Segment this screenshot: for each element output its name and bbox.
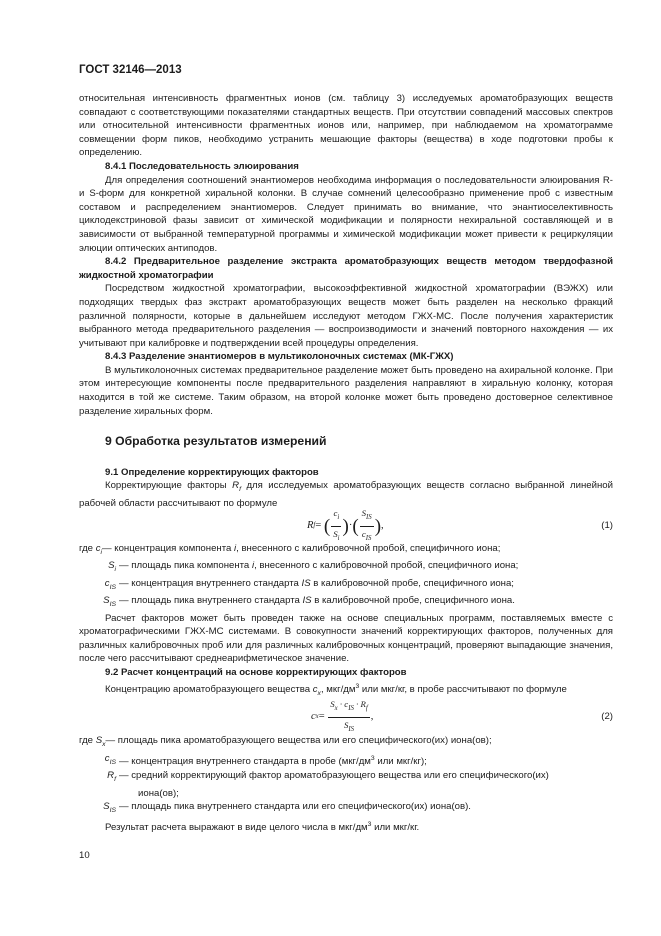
- definition-row: $R_f$ — средний корректирующий фактор ароматобразующего вещества или его специфического(их): [107, 770, 549, 784]
- section-8-4-1-text: Для определения соотношений энантиомеров необходима информация о последовательности элюирования R- и S-форм для конкретной хиральной колонки. В случае сомнений целесообразно применение проб с известным составом и распределением энантиомеров. Следует принимать во внимание, что энантиоселективность циклодекстриновой фазы зависит от химической модификации и полярности нехиральной составляющей и в зависимости от выбранной температурной программы и химической модификации может привести к рециркуляции элюции оптических антиподов.: [79, 174, 613, 254]
- document-header: ГОСТ 32146—2013: [79, 64, 182, 76]
- formula-1: [79, 508, 613, 542]
- formula-1-number: (1): [601, 519, 613, 531]
- formula-2: [79, 700, 613, 734]
- definition-continuation: иона(ов);: [138, 787, 179, 799]
- section-9-1-intro: Корректирующие факторы $R_f$ для исследуемых ароматобразующих веществ согласно выбранной линейной рабочей области рассчитывают по формуле: [79, 480, 613, 509]
- section-9-title: 9 Обработка результатов измерений: [105, 434, 327, 449]
- formula-2-number: (2): [601, 711, 613, 723]
- section-8-4-3-title: 8.4.3 Разделение энантиомеров в мультиколоночных системах (МК-ГЖХ): [105, 351, 454, 363]
- section-9-1-after: Расчет факторов может быть проведен также на основе специальных программ, поставляемых вместе с хроматографическими ГЖХ-МС системами. В совокупности значений корректирующих факторов, полученных для различных калибровочных проб или для различных калибровочных концентраций, проверяют выпадающие значения, после чего рассчитывают среднеарифметическое значение.: [79, 612, 613, 665]
- definition-row: где $S_x$ — площадь пика ароматобразующего вещества или его специфического(их) иона(ов);: [79, 735, 492, 749]
- formula-2-expression: c x = $\frac{S_x \cdot c_{IS} \cdot R_f}{S_{IS}}$ ,: [311, 699, 374, 733]
- document-body: [79, 92, 613, 835]
- formula-2-definitions: [79, 734, 613, 818]
- paragraph-continuation: относительная интенсивность фрагментных ионов (см. таблицу 3) исследуемых ароматобразующих веществ совпадают с соответствующими показателями стандартных веществ. При отсутствии совпадений массовых спектров или относительной интенсивности фрагментных ионов или, например, при наблюдаемом на хроматограмме совмещении форм пиков, необходимо устранить мешающие факторы (вещества) в ходе подготовки пробы к определению.: [79, 93, 613, 159]
- definition-row: где $c_i$ — концентрация компонента i, внесенного с калибровочной пробой, специфичного иона;: [79, 542, 501, 556]
- definition-row: $S_{IS}$ — площадь пика внутреннего стандарта IS в калибровочной пробе, специфичного иона.: [103, 595, 515, 608]
- section-9-2-result: Результат расчета выражают в виде целого числа в мкг/$дм^3$ или мкг/кг.: [105, 820, 420, 833]
- section-8-4-3-text: В мультиколоночных системах предварительное разделение может быть проведено на ахиральной колонке. При этом интересующие компоненты после предварительного разделения направляют в хиральную колонку, которая находится в той же системе. Таким образом, на второй колонке может быть проведено достоверное селективное разделение хиральных форм.: [79, 364, 613, 417]
- definition-row: $c_{IS}$ — концентрация внутреннего стандарта в пробе ($мкг/дм^3$ или мкг/кг);: [104, 752, 427, 767]
- section-8-4-2-text: Посредством жидкостной хроматографии, высокоэффективной жидкостной хроматографии (ВЭЖХ) или подходящих твердых фаз экстракт ароматобразующих веществ может быть разделен на несколько фракций различной полярности, которые в дальнейшем исследуют методом ГЖХ-МС. После получения характеристик выбранного метода предварительного разделения — воспроизводимости и значений повторного нахождения — их учитывают при калибровке и подтверждении всей процедуры определения.: [79, 283, 613, 349]
- page-number: 10: [79, 850, 90, 861]
- formula-1-expression: R f = ( $\frac{c_i}{S_i}$ ) · ( $\frac{S_{IS}}{c_{IS}}$ ) ,: [307, 508, 384, 542]
- formula-1-definitions: [79, 542, 613, 612]
- section-8-4-1-title: 8.4.1 Последовательность элюирования: [105, 160, 299, 172]
- section-9-2-intro: Концентрацию ароматобразующего вещества $c_x$, мкг/$дм^3$ или мкг/кг, в пробе рассчитывают по формуле: [105, 682, 567, 697]
- section-9-1-title: 9.1 Определение корректирующих факторов: [105, 466, 319, 478]
- definition-row: $S_i$ — площадь пика компонента i, внесенного с калибровочной пробой, специфичного иона;: [108, 560, 519, 573]
- section-8-4-2-title: 8.4.2 Предварительное разделение экстракта ароматобразующих веществ методом твердофазной жидкостной хроматографии: [79, 256, 613, 281]
- section-9-2-title: 9.2 Расчет концентраций на основе корректирующих факторов: [105, 666, 407, 678]
- definition-row: $S_{IS}$ — площадь пика внутреннего стандарта или его специфического(их) иона(ов).: [103, 801, 471, 815]
- definition-row: $c_{IS}$ — концентрация внутреннего стандарта IS в калибровочной пробе, специфичного иона;: [104, 577, 514, 591]
